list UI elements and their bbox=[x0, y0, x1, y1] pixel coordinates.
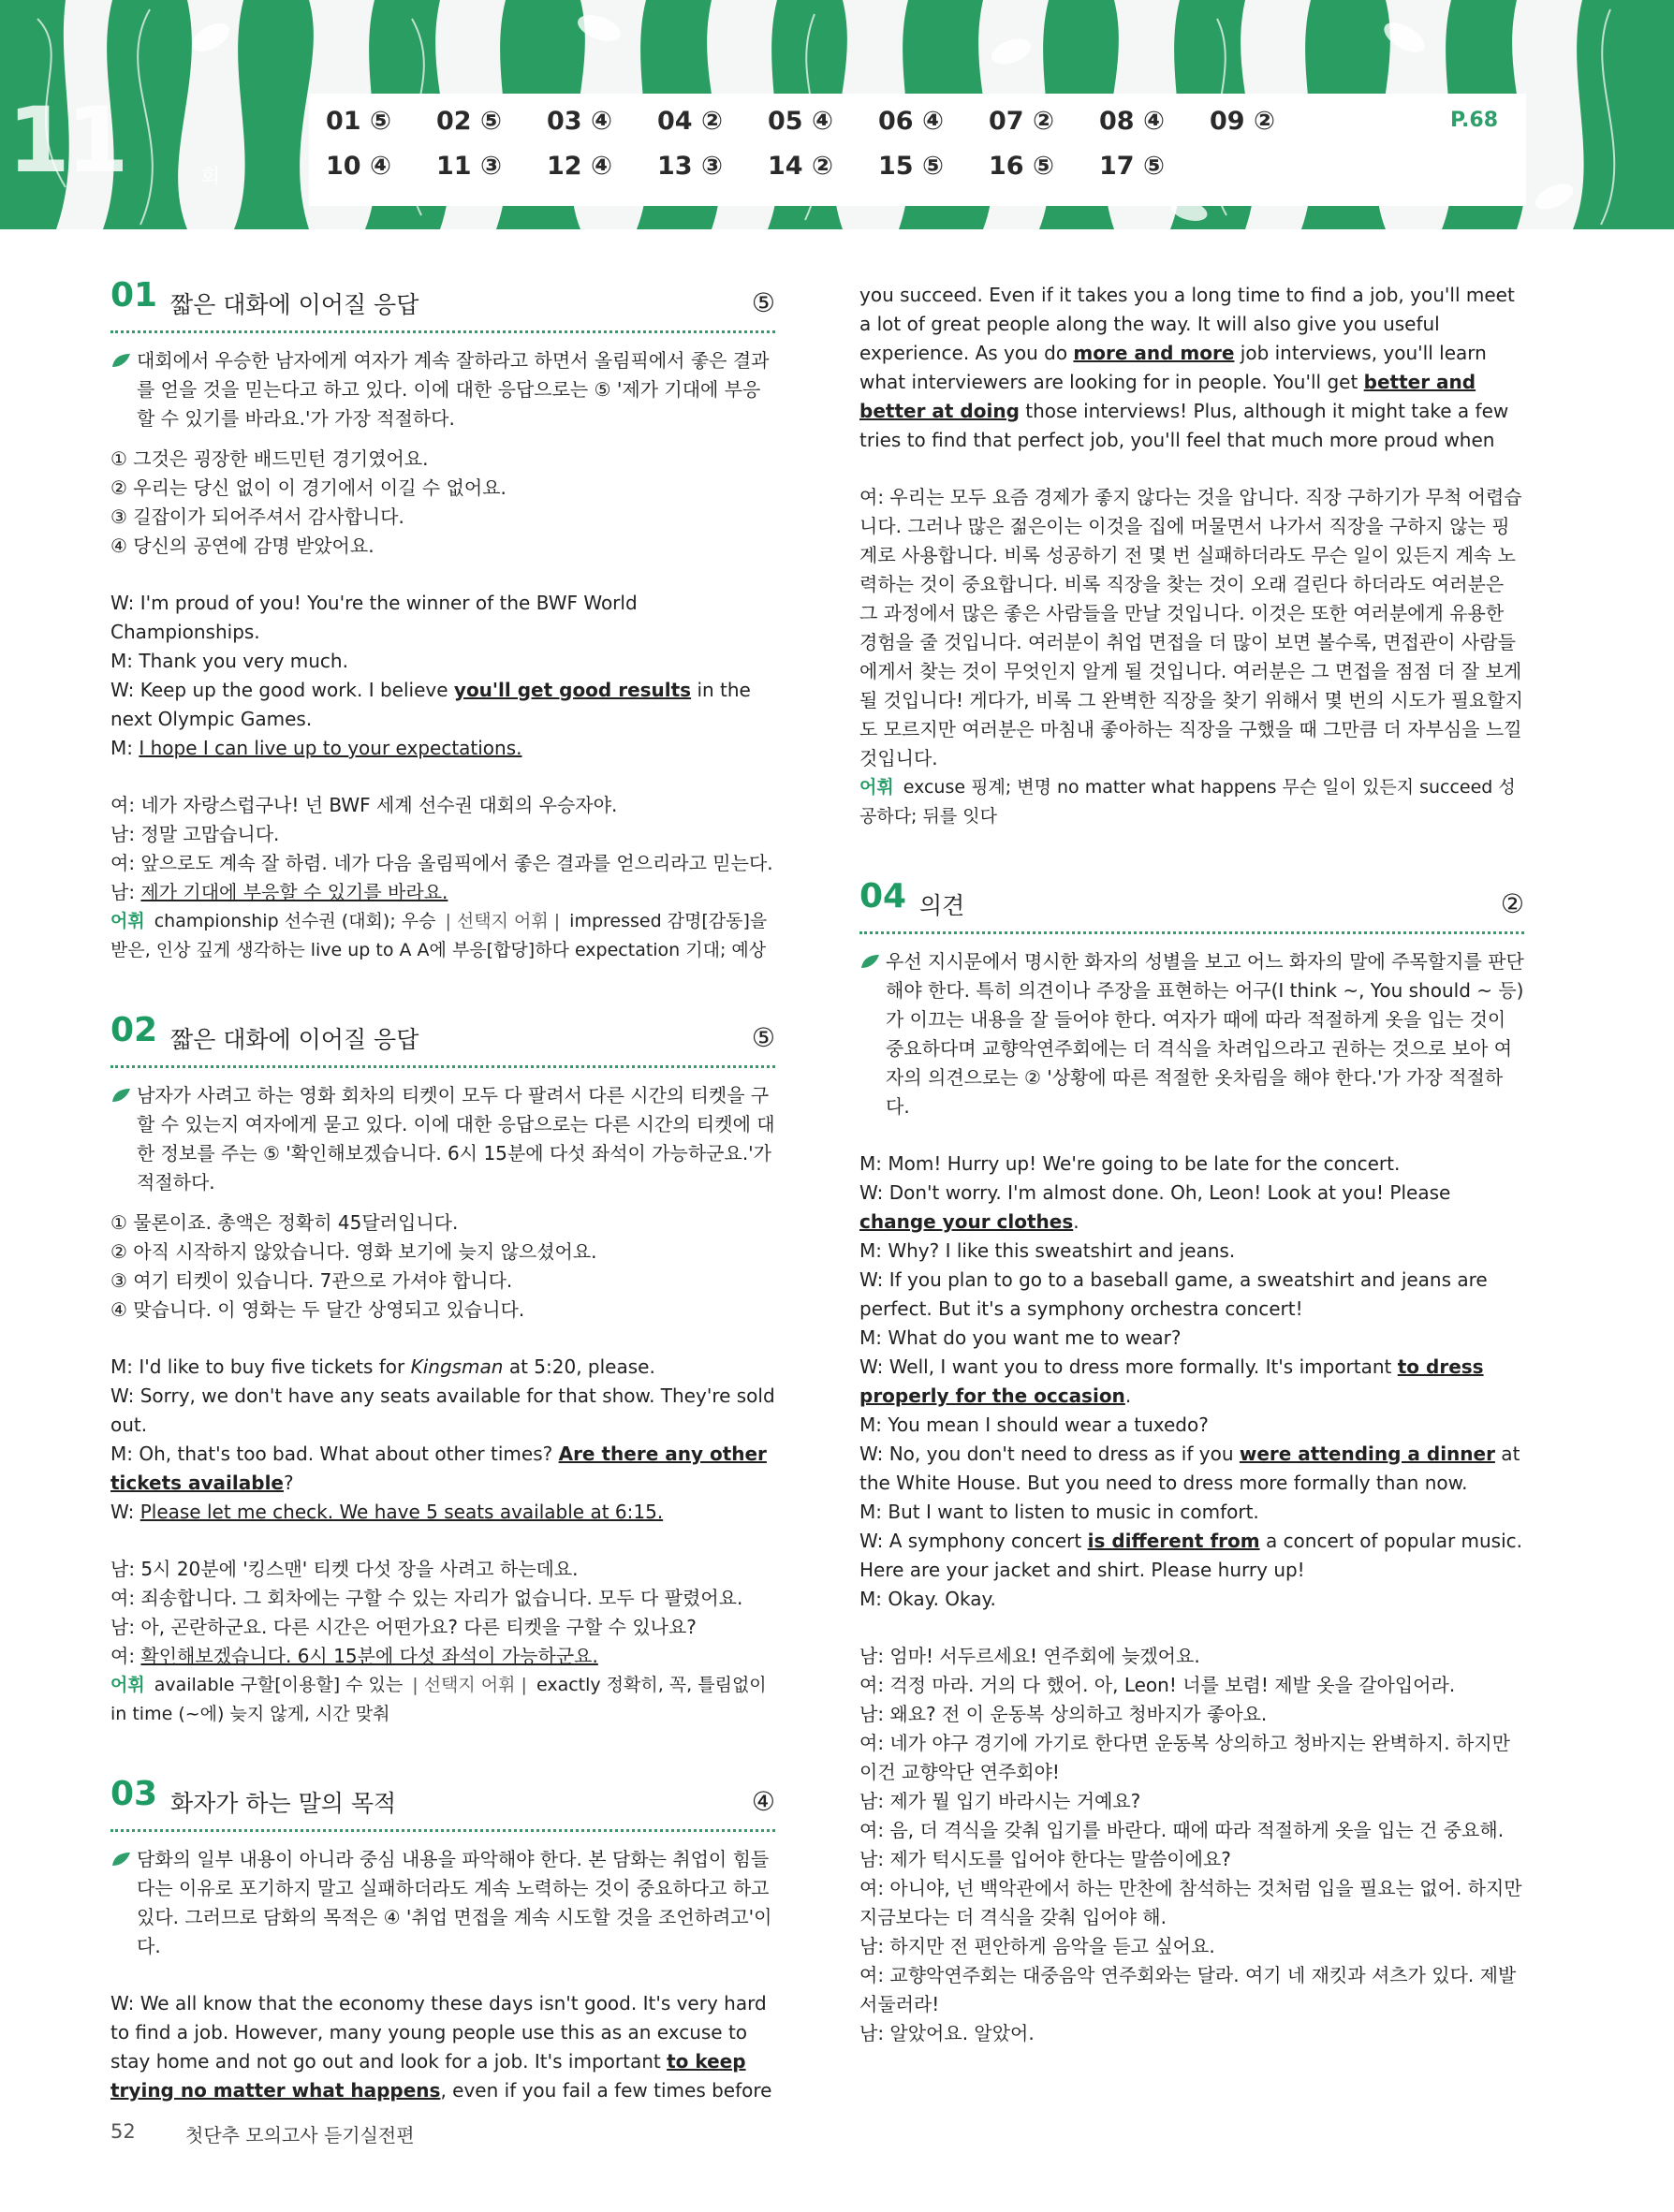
dialogue-line: W: Sorry, we don't have any seats available for that show. They're sold out. bbox=[110, 1384, 775, 1436]
question-type: 화자가 하는 말의 목적 bbox=[170, 1790, 397, 1817]
explanation bbox=[110, 346, 775, 433]
book-title: 첫단추 모의고사 듣기실전편 bbox=[185, 2124, 415, 2146]
section-header-02 bbox=[110, 1011, 775, 1064]
question-type: 짧은 대화에 이어질 응답 bbox=[170, 1026, 419, 1053]
answer-item: 05 ④ bbox=[768, 107, 833, 136]
test-number-suffix: 회 bbox=[200, 166, 221, 189]
question-answer: ⑤ bbox=[751, 287, 775, 318]
question-number: 02 bbox=[110, 1011, 158, 1049]
answer-item: 15 ⑤ bbox=[878, 152, 944, 181]
dotted-divider bbox=[110, 1064, 775, 1068]
dotted-divider bbox=[110, 1828, 775, 1832]
option-3: ③ 여기 티켓이 있습니다. 7관으로 가셔야 합니다. bbox=[110, 1269, 513, 1292]
translation-line: 남: 5시 20분에 '킹스맨' 티켓 다섯 장을 사려고 하는데요. bbox=[110, 1558, 579, 1580]
leaf-icon bbox=[110, 1851, 131, 1868]
translation-line: 남: 엄마! 서두르세요! 연주회에 늦겠어요. bbox=[859, 1645, 1200, 1667]
vocabulary: 어휘 available 구할[이용할] 수 있는 | 선택지 어휘 | exactly 정확히, 꼭, 틀림없이 in time (~에) 늦지 않게, 시간 맞춰 bbox=[110, 1675, 767, 1724]
answer-item: 09 ② bbox=[1210, 107, 1275, 136]
translation-line: 남: 제가 턱시도를 입어야 한다는 말씀이에요? bbox=[859, 1848, 1231, 1870]
translation-line: 여: 네가 야구 경기에 가기로 한다면 운동복 상의하고 청바지는 완벽하지. 하지만 이건 교향악단 연주회야! bbox=[859, 1732, 1510, 1783]
translation-line: 여: 걱정 마라. 거의 다 했어. 아, Leon! 너를 보렴! 제발 옷을 갈아입어라. bbox=[859, 1674, 1456, 1696]
dotted-divider bbox=[110, 330, 775, 333]
option-2: ② 우리는 당신 없이 이 경기에서 이길 수 없어요. bbox=[110, 476, 507, 499]
dialogue-line: W: No, you don't need to dress as if you were attending a dinner at the White House. But you need to dress more formally than now. bbox=[859, 1443, 1520, 1494]
question-answer: ② bbox=[1500, 888, 1524, 919]
answer-item: 08 ④ bbox=[1099, 107, 1165, 136]
translation-line: 남: 왜요? 전 이 운동복 상의하고 청바지가 좋아요. bbox=[859, 1703, 1268, 1725]
dialogue-line: M: You mean I should wear a tuxedo? bbox=[859, 1414, 1209, 1436]
answer-row-1 bbox=[326, 107, 1320, 150]
right-column bbox=[859, 281, 1524, 2048]
translation-line: 여: 음, 더 격식을 갖춰 입기를 바란다. 때에 따라 적절하게 옷을 입는 건 중요해. bbox=[859, 1819, 1505, 1841]
dialogue-line: M: I'd like to buy five tickets for Kingsman at 5:20, please. bbox=[110, 1355, 655, 1378]
header-banner bbox=[0, 0, 1674, 229]
leaf-icon bbox=[110, 352, 131, 369]
vocabulary: 어휘 championship 선수권 (대회); 우승 | 선택지 어휘 | impressed 감명[감동]을 받은, 인상 깊게 생각하는 live up to A A에 부응[합당]하다 expectation 기대; 예상 bbox=[110, 911, 768, 960]
dialogue-line: M: Okay. Okay. bbox=[859, 1588, 996, 1610]
dialogue-line: W: A symphony concert is different from a concert of popular music. Here are your jacket and shirt. Please hurry up! bbox=[859, 1530, 1523, 1581]
question-type: 의견 bbox=[919, 892, 965, 919]
dialogue-line: M: Oh, that's too bad. What about other times? Are there any other tickets available? bbox=[110, 1443, 767, 1494]
monologue-continuation bbox=[859, 281, 1524, 455]
dialogue-line: M: Mom! Hurry up! We're going to be late for the concert. bbox=[859, 1152, 1401, 1175]
leaf-icon bbox=[859, 953, 880, 970]
question-answer: ④ bbox=[751, 1786, 775, 1817]
translation-line: 남: 아, 곤란하군요. 다른 시간은 어떤가요? 다른 티켓을 구할 수 있나요? bbox=[110, 1616, 697, 1638]
vocabulary: 어휘 excuse 핑계; 변명 no matter what happens 무슨 일이 있든지 succeed 성공하다; 뒤를 잇다 bbox=[859, 777, 1516, 827]
translation-line: 여: 확인해보겠습니다. 6시 15분에 다섯 좌석이 가능하군요. bbox=[110, 1645, 598, 1667]
option-3: ③ 길잡이가 되어주셔서 감사합니다. bbox=[110, 505, 404, 528]
dialogue-line: M: Thank you very much. bbox=[110, 650, 348, 672]
dialogue-line: M: I hope I can live up to your expectations. bbox=[110, 737, 522, 759]
monologue-text: W: We all know that the economy these days isn't good. It's very hard to find a job. However, many young people use this as an excuse to stay home and not go out and look for a job. It's important to keep trying no matter what happens, even if you fail a few times before bbox=[110, 1992, 772, 2102]
answer-item: 13 ③ bbox=[657, 152, 723, 181]
dialogue-line: M: What do you want me to wear? bbox=[859, 1326, 1182, 1349]
answer-item: 06 ④ bbox=[878, 107, 944, 136]
explanation-text: 대회에서 우승한 남자에게 여자가 계속 잘하라고 하면서 올림픽에서 좋은 결과를 얻을 것을 믿는다고 하고 있다. 이에 대한 응답으로는 ⑤ '제가 기대에 부응할 수 있기를 바라요.'가 가장 적절하다. bbox=[137, 349, 770, 430]
answer-item: 17 ⑤ bbox=[1099, 152, 1165, 181]
translation-line: 여: 앞으로도 계속 잘 하렴. 네가 다음 올림픽에서 좋은 결과를 얻으리라고 믿는다. bbox=[110, 852, 773, 874]
question-number: 03 bbox=[110, 1775, 158, 1813]
dialogue-line: W: Please let me check. We have 5 seats available at 6:15. bbox=[110, 1501, 664, 1523]
question-number: 01 bbox=[110, 276, 158, 315]
section-header-01 bbox=[110, 276, 775, 330]
section-header-03 bbox=[110, 1775, 775, 1828]
answer-item: 14 ② bbox=[768, 152, 833, 181]
answer-item: 04 ② bbox=[657, 107, 723, 136]
translation-line: 남: 제가 뭘 입기 바라시는 거예요? bbox=[859, 1790, 1141, 1812]
answer-item: 02 ⑤ bbox=[436, 107, 502, 136]
dialogue-line: W: Don't worry. I'm almost done. Oh, Leon! Look at you! Please change your clothes. bbox=[859, 1181, 1451, 1233]
question-answer: ⑤ bbox=[751, 1022, 775, 1053]
answer-item: 10 ④ bbox=[326, 152, 391, 181]
option-1: ① 물론이죠. 총액은 정확히 45달러입니다. bbox=[110, 1211, 459, 1234]
answer-row-2 bbox=[326, 152, 1210, 195]
answer-item: 07 ② bbox=[989, 107, 1054, 136]
page-number: 52 bbox=[110, 2120, 136, 2143]
left-column bbox=[110, 276, 775, 2105]
section-header-04 bbox=[859, 877, 1524, 930]
test-number: 11 bbox=[7, 88, 125, 193]
dialogue-line: W: Well, I want you to dress more formally. It's important to dress properly for the occasion. bbox=[859, 1355, 1484, 1407]
option-2: ② 아직 시작하지 않았습니다. 영화 보기에 늦지 않으셨어요. bbox=[110, 1240, 597, 1263]
answer-item: 11 ③ bbox=[436, 152, 502, 181]
page-reference: P.68 bbox=[1449, 109, 1498, 132]
option-4: ④ 당신의 공연에 감명 받았어요. bbox=[110, 535, 374, 557]
dialogue-line: M: Why? I like this sweatshirt and jeans. bbox=[859, 1239, 1236, 1262]
translation-line: 남: 정말 고맙습니다. bbox=[110, 823, 280, 845]
translation-line: 여: 아니야, 넌 백악관에서 하는 만찬에 참석하는 것처럼 입을 필요는 없어. 하지만 지금보다는 더 격식을 갖춰 입어야 해. bbox=[859, 1877, 1522, 1928]
explanation-text: 우선 지시문에서 명시한 화자의 성별을 보고 어느 화자의 말에 주목할지를 판단해야 한다. 특히 의견이나 주장을 표현하는 어구(I think ~, You should ~ 등)가 이끄는 내용을 잘 들어야 한다. 여자가 때에 따라 적절하게 옷을 입는 것이 중요하다며 교향악연주회에는 더 격식을 차려입으라고 권하는 것으로 보아 여자의 의견으로는 ② '상황에 따른 적절한 옷차림을 해야 한다.'가 가장 적절하다. bbox=[886, 950, 1524, 1118]
explanation bbox=[110, 1845, 775, 1961]
option-4: ④ 맞습니다. 이 영화는 두 달간 상영되고 있습니다. bbox=[110, 1298, 525, 1321]
explanation bbox=[859, 947, 1524, 1121]
option-1: ① 그것은 굉장한 배드민턴 경기였어요. bbox=[110, 447, 429, 470]
dialogue-line: W: If you plan to go to a baseball game, a sweatshirt and jeans are perfect. But it's a symphony orchestra concert! bbox=[859, 1268, 1488, 1320]
translation-line: 여: 네가 자랑스럽구나! 넌 BWF 세계 선수권 대회의 우승자야. bbox=[110, 794, 618, 816]
answer-item: 12 ④ bbox=[547, 152, 612, 181]
explanation-text: 담화의 일부 내용이 아니라 중심 내용을 파악해야 한다. 본 담화는 취업이 힘들다는 이유로 포기하지 말고 실패하더라도 계속 노력하는 것이 중요하다고 하고 있다. 그러므로 담화의 목적은 ④ '취업 면접을 계속 시도할 것을 조언하려고'이다. bbox=[137, 1848, 772, 1957]
dialogue-line: M: But I want to listen to music in comfort. bbox=[859, 1501, 1259, 1523]
translation-line: 여: 죄송합니다. 그 회차에는 구할 수 있는 자리가 없습니다. 모두 다 팔렸어요. bbox=[110, 1587, 743, 1609]
dialogue-line: W: I'm proud of you! You're the winner of the BWF World Championships. bbox=[110, 592, 638, 643]
answer-item: 01 ⑤ bbox=[326, 107, 391, 136]
translation-line: 남: 하지만 전 편안하게 음악을 듣고 싶어요. bbox=[859, 1935, 1215, 1957]
explanation bbox=[110, 1081, 775, 1197]
answer-item: 03 ④ bbox=[547, 107, 612, 136]
translation-paragraph: 여: 우리는 모두 요즘 경제가 좋지 않다는 것을 압니다. 직장 구하기가 무척 어렵습니다. 그러나 많은 젊은이는 이것을 집에 머물면서 나가서 직장을 구하지 않는 핑계로 사용합니다. 비록 성공하기 전 몇 번 실패하더라도 무슨 일이 있든지 계속 노력하는 것이 중요합니다. 비록 직장을 찾는 것이 오래 걸린다 하더라도 여러분은 그 과정에서 많은 좋은 사람들을 만날 것입니다. 이것은 또한 여러분에게 유용한 경험을 줄 것입니다. 여러분이 취업 면접을 더 많이 보면 볼수록, 면접관이 사람들에게서 찾는 것이 무엇인지 알게 될 것입니다. 여러분은 그 면접을 점점 더 잘 보게 될 것입니다! 게다가, 비록 그 완벽한 직장을 찾기 위해서 몇 번의 시도가 필요할지도 모르지만 여러분은 마침내 좋아하는 직장을 구했을 때 그만큼 더 자부심을 느낄 것입니다. bbox=[859, 486, 1523, 769]
question-type: 짧은 대화에 이어질 응답 bbox=[170, 291, 419, 318]
translation-line: 여: 교향악연주회는 대중음악 연주회와는 달라. 여기 네 재킷과 셔츠가 있다. 제발 서둘러라! bbox=[859, 1964, 1517, 2015]
translation-line: 남: 제가 기대에 부응할 수 있기를 바라요. bbox=[110, 881, 448, 903]
translation-line: 남: 알았어요. 알았어. bbox=[859, 2022, 1035, 2044]
dialogue-line: W: Keep up the good work. I believe you'll get good results in the next Olympic Games. bbox=[110, 679, 751, 730]
answer-item: 16 ⑤ bbox=[989, 152, 1054, 181]
monologue-flow: you succeed. Even if it takes you a long time to find a job, you'll meet a lot of great people along the way. It will also give you useful experience. As you do more and more job interviews, you'll learn what interviewers are looking for in people. You'll get better and better at doing those interviews! Plus, although it might take a few tries to find that perfect job, you'll feel that much more proud when bbox=[859, 284, 1515, 451]
answer-key-box bbox=[309, 94, 1526, 206]
explanation-text: 남자가 사려고 하는 영화 회차의 티켓이 모두 다 팔려서 다른 시간의 티켓을 구할 수 있는지 여자에게 묻고 있다. 이에 대한 응답으로는 다른 시간의 티켓에 대한 정보를 주는 ⑤ '확인해보겠습니다. 6시 15분에 다섯 좌석이 가능하군요.'가 적절하다. bbox=[137, 1084, 775, 1194]
leaf-icon bbox=[110, 1087, 131, 1104]
question-number: 04 bbox=[859, 877, 907, 916]
dotted-divider bbox=[859, 930, 1524, 934]
